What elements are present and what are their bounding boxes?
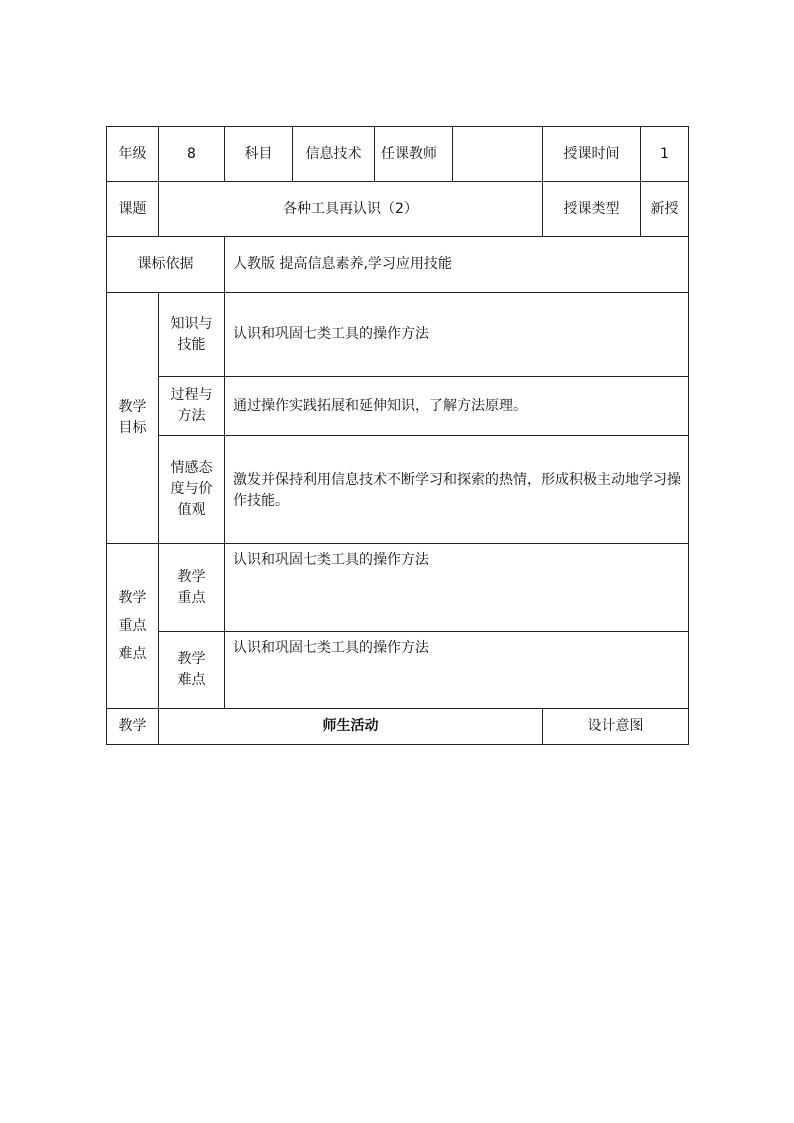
grade-value: 8 — [159, 127, 225, 182]
keypoints-label: 教学 重点 难点 — [107, 544, 159, 709]
subject-value: 信息技术 — [293, 127, 375, 182]
topic-value: 各种工具再认识（2） — [159, 182, 543, 237]
goal-process-row — [107, 377, 689, 436]
knowledge-label: 知识与 技能 — [159, 293, 225, 377]
header-row — [107, 127, 689, 182]
time-value: 1 — [641, 127, 689, 182]
subject-label: 科目 — [225, 127, 293, 182]
goal-knowledge-row — [107, 293, 689, 377]
lesson-plan-table — [106, 126, 689, 745]
goals-label: 教学 目标 — [107, 293, 159, 544]
activities-label: 师生活动 — [159, 709, 543, 745]
teaching-label: 教学 — [107, 709, 159, 745]
topic-row — [107, 182, 689, 237]
focus-label: 教学 重点 — [159, 544, 225, 632]
time-label: 授课时间 — [543, 127, 641, 182]
emotion-value: 激发并保持利用信息技术不断学习和探索的热情，形成积极主动地学习操作技能。 — [225, 436, 689, 544]
type-value: 新授 — [641, 182, 689, 237]
emotion-label: 情感态 度与价 值观 — [159, 436, 225, 544]
knowledge-value: 认识和巩固七类工具的操作方法 — [225, 293, 689, 377]
design-intent-label: 设计意图 — [543, 709, 689, 745]
basis-value: 人教版 提高信息素养,学习应用技能 — [225, 237, 689, 293]
goal-emotion-row — [107, 436, 689, 544]
difficulty-label: 教学 难点 — [159, 632, 225, 709]
difficulty-row — [107, 632, 689, 709]
difficulty-value: 认识和巩固七类工具的操作方法 — [225, 632, 689, 709]
basis-row — [107, 237, 689, 293]
teacher-value — [453, 127, 543, 182]
process-label: 过程与 方法 — [159, 377, 225, 436]
focus-value: 认识和巩固七类工具的操作方法 — [225, 544, 689, 632]
type-label: 授课类型 — [543, 182, 641, 237]
process-value: 通过操作实践拓展和延伸知识，了解方法原理。 — [225, 377, 689, 436]
activity-header-row — [107, 709, 689, 745]
topic-label: 课题 — [107, 182, 159, 237]
focus-row — [107, 544, 689, 632]
teacher-label: 任课教师 — [375, 127, 453, 182]
grade-label: 年级 — [107, 127, 159, 182]
basis-label: 课标依据 — [107, 237, 225, 293]
